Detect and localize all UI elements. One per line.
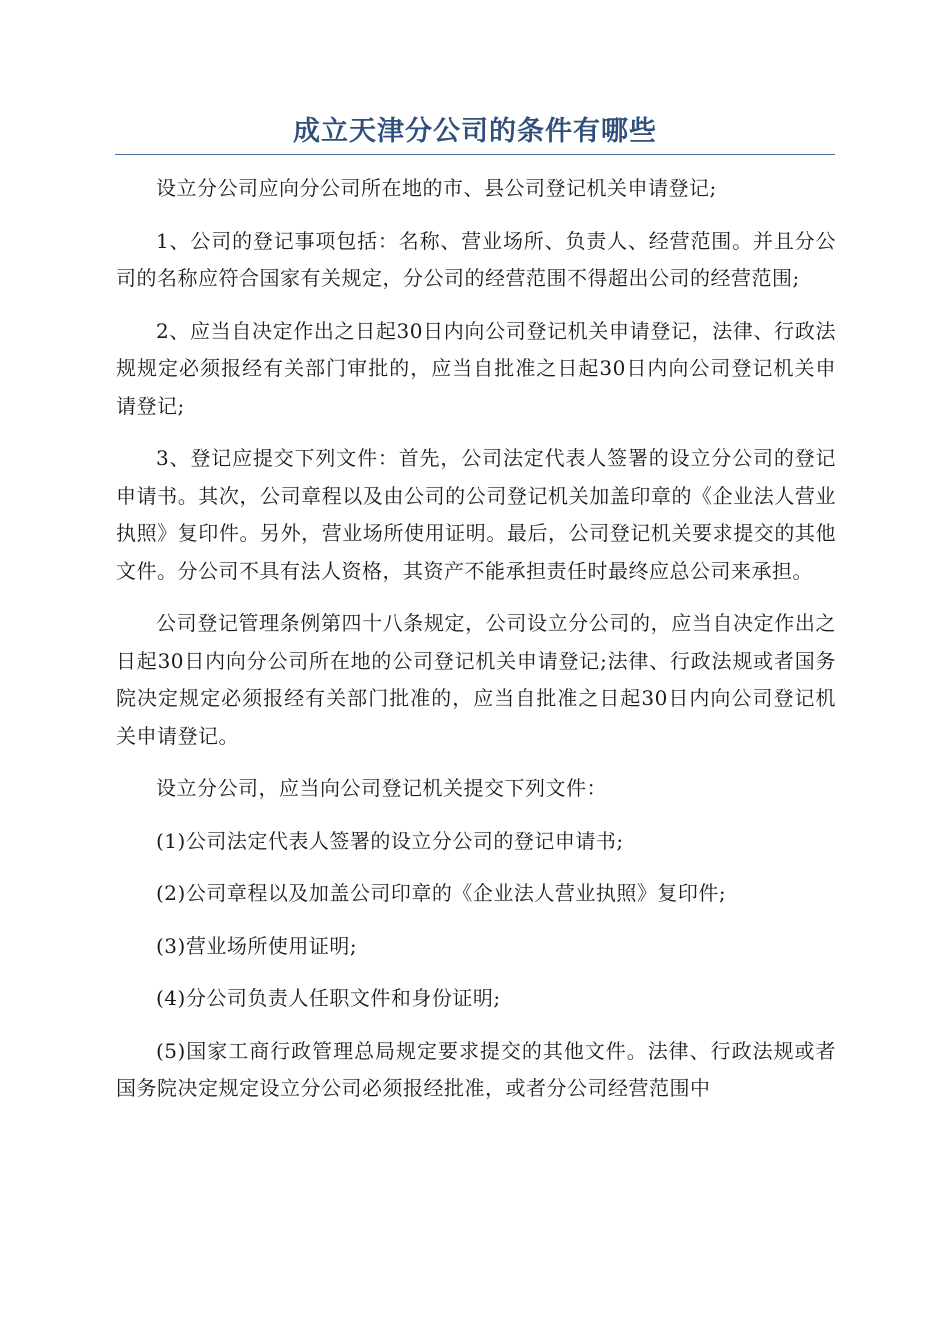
paragraph-item-2: 2、应当自决定作出之日起30日内向公司登记机关申请登记，法律、行政法规规定必须报经有关部门审批的，应当自批准之日起30日内向公司登记机关申请登记; [116,318,836,418]
document-body [116,170,836,1123]
paragraph-item-1: 1、公司的登记事项包括：名称、营业场所、负责人、经营范围。并且分公司的名称应符合国家有关规定，分公司的经营范围不得超出公司的经营范围; [116,228,836,290]
paragraph-item-3: 3、登记应提交下列文件：首先，公司法定代表人签署的设立分公司的登记申请书。其次，公司章程以及由公司的公司登记机关加盖印章的《企业法人营业执照》复印件。另外，营业场所使用证明。最后，公司登记机关要求提交的其他文件。分公司不具有法人资格，其资产不能承担责任时最终应总公司来承担。 [116,446,836,583]
document-title: 成立天津分公司的条件有哪些 [293,116,657,147]
paragraph-documents-intro: 设立分公司，应当向公司登记机关提交下列文件： [156,776,607,800]
title-underline [115,154,835,155]
list-item-1: (1)公司法定代表人签署的设立分公司的登记申请书; [156,828,624,853]
paragraph-regulation-48: 公司登记管理条例第四十八条规定，公司设立分公司的，应当自决定作出之日起30日内向分公司所在地的公司登记机关申请登记;法律、行政法规或者国务院决定规定必须报经有关部门批准的，应当自批准之日起30日内向公司登记机关申请登记。 [116,611,836,748]
list-item-5: (5)国家工商行政管理总局规定要求提交的其他文件。法律、行政法规或者国务院决定规定设立分公司必须报经批准，或者分公司经营范围中 [116,1038,836,1100]
list-item-4: (4)分公司负责人任职文件和身份证明; [156,986,501,1010]
list-item-3: (3)营业场所使用证明; [156,933,358,958]
paragraph-intro: 设立分公司应向分公司所在地的市、县公司登记机关申请登记; [156,176,717,200]
list-item-2: (2)公司章程以及加盖公司印章的《企业法人营业执照》复印件; [156,881,727,905]
